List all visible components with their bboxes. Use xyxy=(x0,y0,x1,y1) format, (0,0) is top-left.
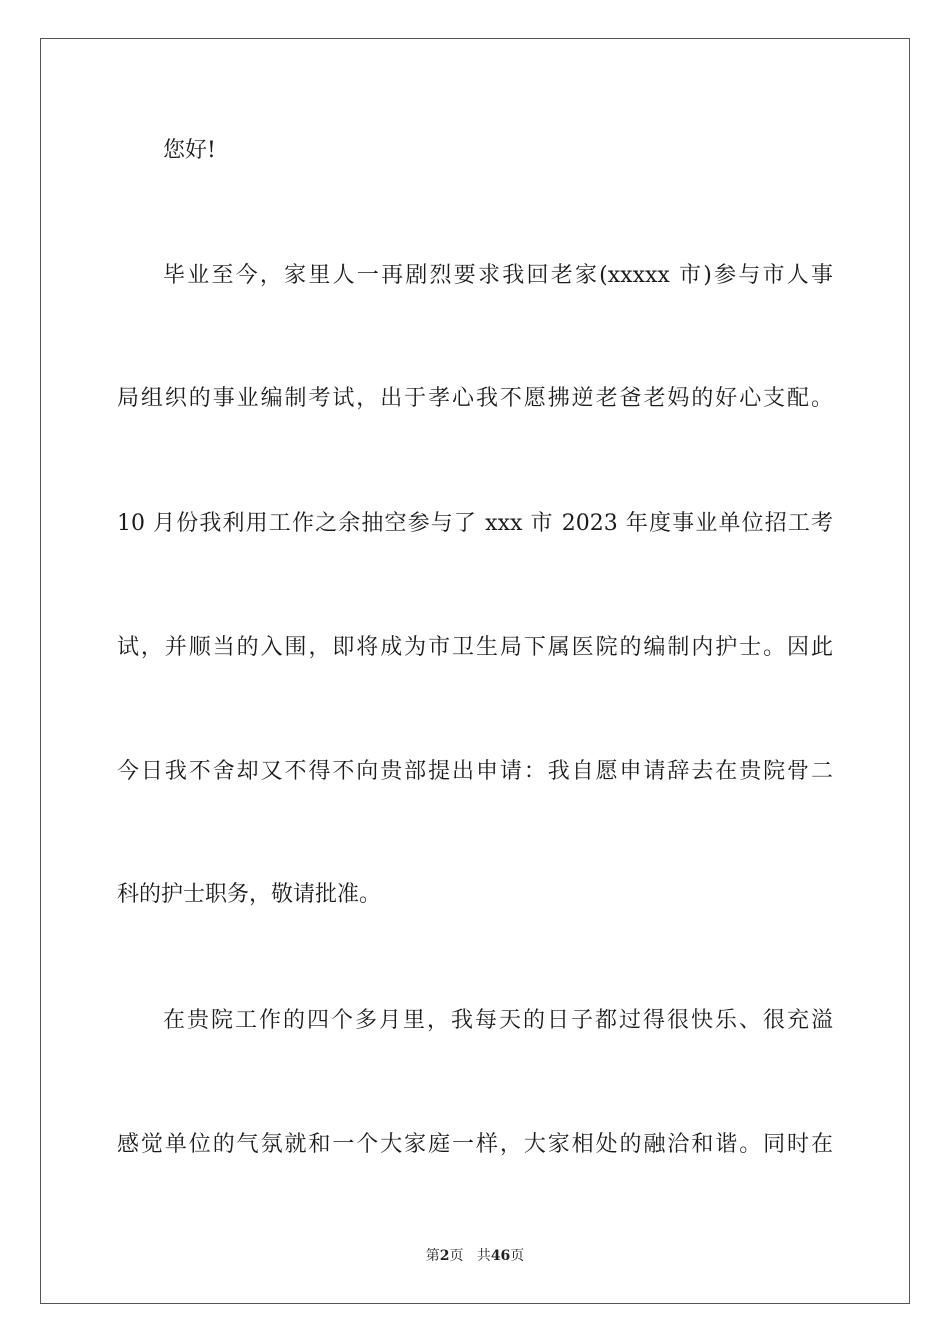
page-number: 2 xyxy=(439,1248,450,1264)
page-footer xyxy=(0,1246,950,1266)
body-line-6: 科的护士职务，敬请批准。 xyxy=(117,882,382,907)
body-line-7: 在贵院工作的四个多月里，我每天的日子都过得很快乐、很充溢 xyxy=(163,1008,833,1033)
body-line-5: 今日我不舍却又不得不向贵部提出申请：我自愿申请辞去在贵院骨二 xyxy=(117,759,833,784)
body-line-8: 感觉单位的气氛就和一个大家庭一样，大家相处的融洽和谐。同时在 xyxy=(117,1132,833,1157)
page-frame xyxy=(40,38,910,1304)
greeting-line: 您好! xyxy=(163,138,216,163)
body-line-2: 局组织的事业编制考试，出于孝心我不愿拂逆老爸老妈的好心支配。 xyxy=(117,386,833,411)
body-line-4: 试，并顺当的入围，即将成为市卫生局下属医院的编制内护士。因此 xyxy=(117,635,833,660)
body-line-1: 毕业至今，家里人一再剧烈要求我回老家(xxxxx 市)参与市人事 xyxy=(163,263,833,288)
total-prefix: 共 xyxy=(476,1248,491,1264)
page-prefix: 第 xyxy=(425,1248,440,1264)
body-line-3: 10 月份我利用工作之余抽空参与了 xxx 市 2023 年度事业单位招工考 xyxy=(117,511,833,536)
page-suffix: 页 xyxy=(449,1248,464,1264)
total-suffix: 页 xyxy=(510,1248,525,1264)
total-pages: 46 xyxy=(490,1248,511,1264)
